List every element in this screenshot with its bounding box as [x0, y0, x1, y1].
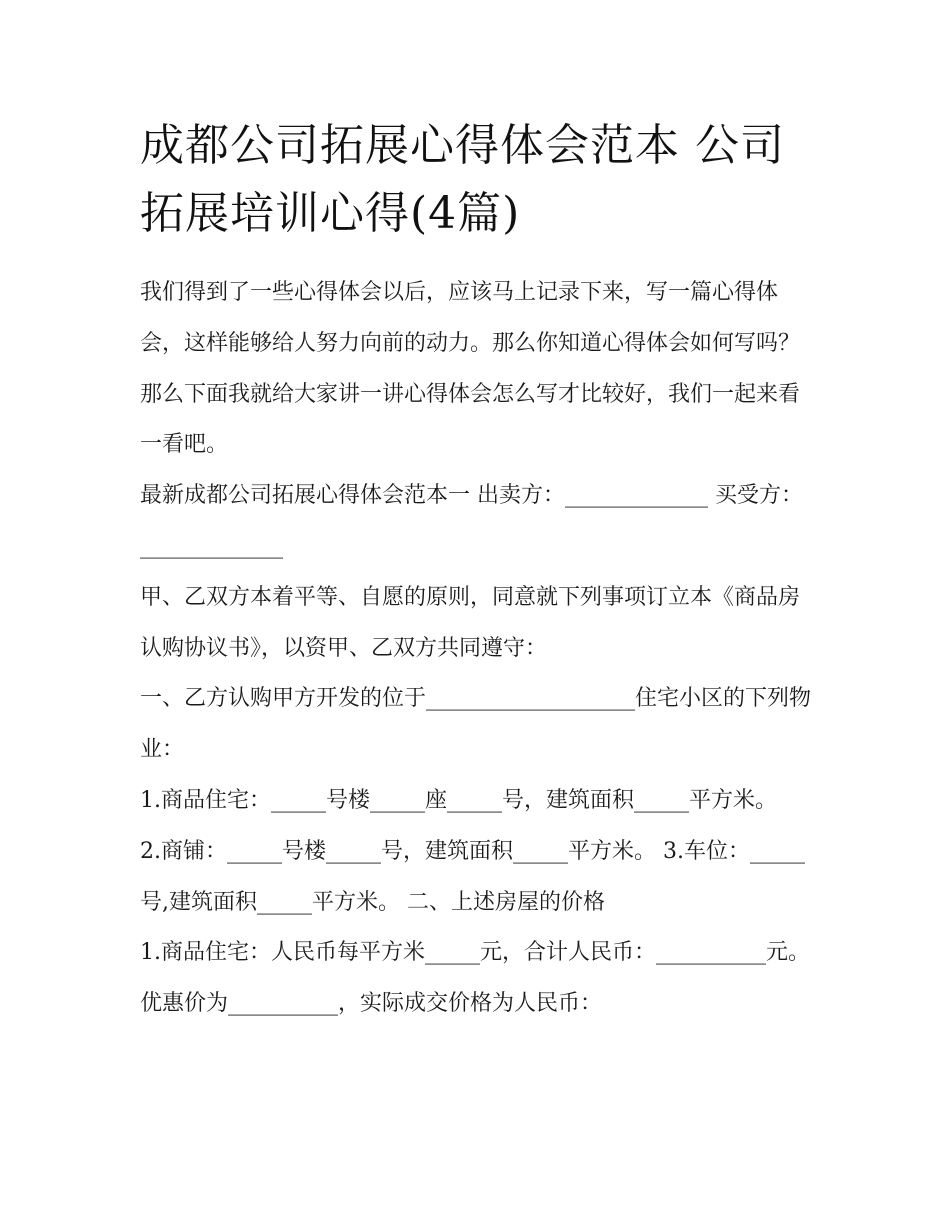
residence-item-paragraph: 1.商品住宅：_____号楼_____座_____号，建筑面积_____平方米。	[140, 787, 777, 813]
clause-one-paragraph: 一、乙方认购甲方开发的位于___________________住宅小区的下列物业：	[140, 686, 812, 763]
document-title: 成都公司拓展心得体会范本 公司拓展培训心得(4篇)	[140, 120, 785, 239]
agreement-paragraph: 甲、乙双方本着平等、自愿的原则，同意就下列事项订立本《商品房认购协议书》，以资甲、乙双方共同遵守：	[140, 584, 801, 661]
price-paragraph: 1.商品住宅：人民币每平方米_____元，合计人民币：__________元。优惠价为__________，实际成交价格为人民币：	[140, 940, 810, 1017]
parties-paragraph: 最新成都公司拓展心得体会范本一 出卖方：_____________ 买受方：_____________	[140, 483, 803, 559]
document-page	[140, 112, 812, 1030]
intro-paragraph: 我们得到了一些心得体会以后，应该马上记录下来，写一篇心得体会，这样能够给人努力向前的动力。那么你知道心得体会如何写吗？那么下面我就给大家讲一讲心得体会怎么写才比较好，我们一起来看一看吧。	[140, 280, 801, 458]
shop-parking-paragraph: 2.商铺：_____号楼_____号，建筑面积_____平方米。 3.车位：_____号,建筑面积_____平方米。 二、上述房屋的价格	[140, 838, 805, 915]
